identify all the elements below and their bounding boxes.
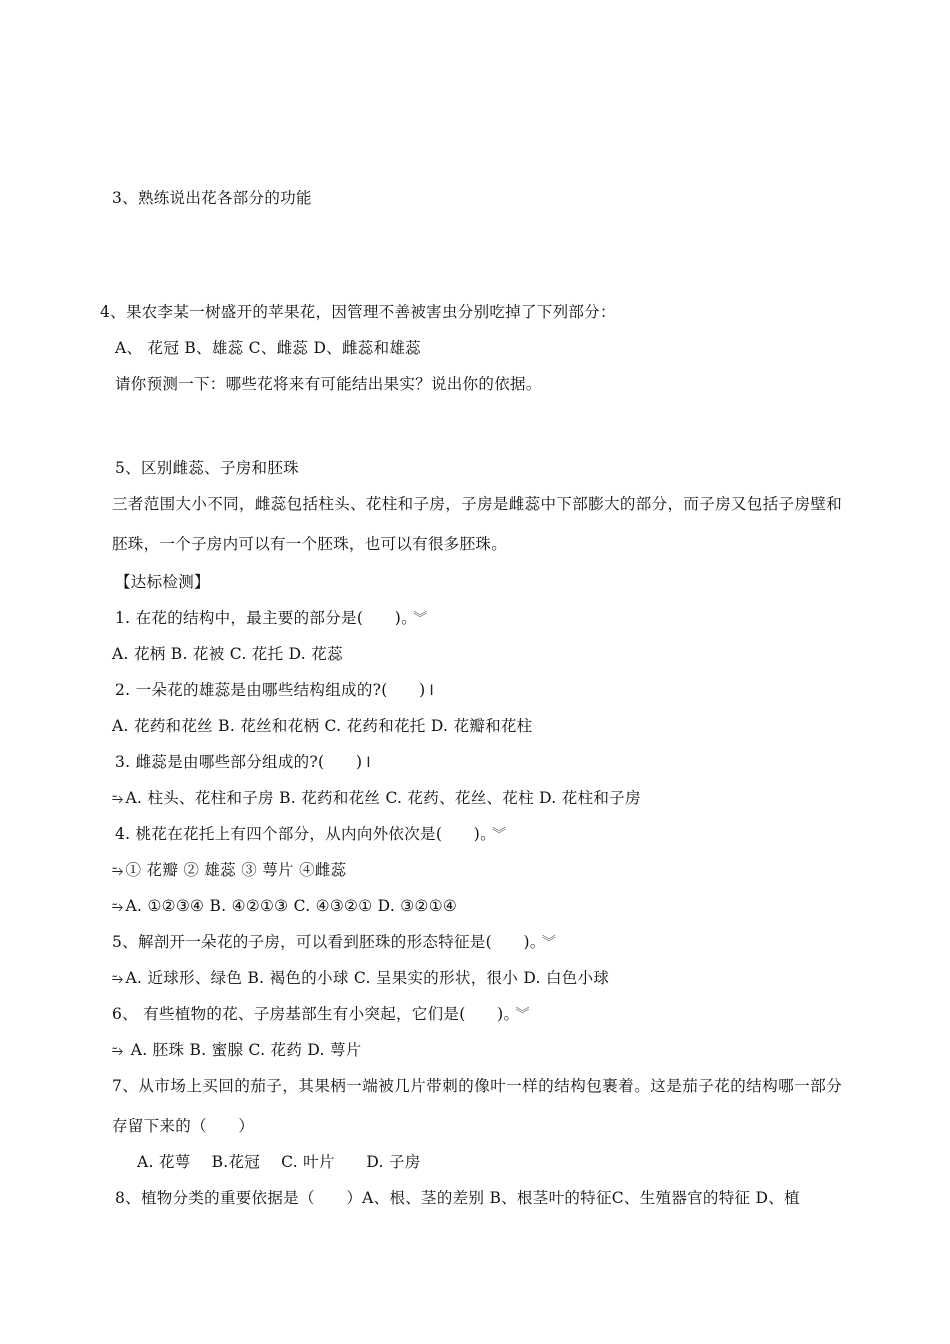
swirl-mark-icon: ⥲ bbox=[112, 1043, 124, 1059]
item-5-paragraph: 三者范围大小不同，雌蕊包括柱头、花柱和子房，子房是雌蕊中下部膨大的部分，而子房又包括子房壁和胚珠，一个子房内可以有一个胚珠，也可以有很多胚珠。 bbox=[112, 495, 842, 553]
question-6-options-text: A. 胚珠 B. 蜜腺 C. 花药 D. 萼片 bbox=[125, 1041, 362, 1059]
it-mark-icon: I bbox=[429, 683, 434, 699]
swirl-mark-icon: ⥲ bbox=[112, 899, 124, 915]
item-5-text: 5、区别雌蕊、子房和胚珠 bbox=[115, 459, 299, 477]
swirl-mark-icon: ⥲ bbox=[112, 863, 124, 879]
question-2-text: 2. 一朵花的雄蕊是由哪些结构组成的?( ) bbox=[115, 681, 426, 699]
question-3-options bbox=[112, 788, 641, 809]
question-3-options-text: A. 柱头、花柱和子房 B. 花药和花丝 C. 花药、花丝、花柱 D. 花柱和子房 bbox=[125, 789, 641, 807]
question-1-options: A. 花柄 B. 花被 C. 花托 D. 花蕊 bbox=[112, 645, 343, 663]
item-3-text: 3、熟练说出花各部分的功能 bbox=[112, 189, 312, 207]
question-4 bbox=[115, 824, 506, 845]
question-2 bbox=[115, 680, 434, 701]
question-4-items bbox=[112, 860, 346, 881]
question-8-text: 8、植物分类的重要依据是（ ）A、根、茎的差别 B、根茎叶的特征C、生殖器官的特征 D、植 bbox=[115, 1189, 800, 1207]
chevron-icon: ︾ bbox=[515, 1007, 530, 1023]
it-mark-icon: I bbox=[366, 755, 371, 771]
swirl-mark-icon: ⥲ bbox=[112, 791, 124, 807]
section-heading: 【达标检测】 bbox=[115, 573, 210, 591]
question-7-paragraph: 7、从市场上买回的茄子，其果柄一端被几片带刺的像叶一样的结构包裹着。这是茄子花的结构哪一部分存留下来的（ ） bbox=[112, 1077, 842, 1135]
question-3 bbox=[115, 752, 371, 773]
question-4-text: 4. 桃花在花托上有四个部分，从内向外依次是( )。 bbox=[115, 825, 489, 843]
question-6-options bbox=[112, 1040, 362, 1061]
question-4-items-text: ① 花瓣 ② 雄蕊 ③ 萼片 ④雌蕊 bbox=[125, 861, 347, 879]
question-7-options: A. 花萼 B.花冠 C. 叶片 D. 子房 bbox=[137, 1153, 421, 1171]
question-4-options bbox=[112, 896, 457, 917]
question-5-options-text: A. 近球形、绿色 B. 褐色的小球 C. 呈果实的形状，很小 D. 白色小球 bbox=[125, 969, 610, 987]
question-6 bbox=[112, 1004, 530, 1025]
question-1 bbox=[115, 608, 427, 629]
swirl-mark-icon: ⥲ bbox=[112, 971, 124, 987]
question-6-text: 6、 有些植物的花、子房基部生有小突起，它们是( )。 bbox=[112, 1005, 512, 1023]
question-5-text: 5、解剖开一朵花的子房，可以看到胚珠的形态特征是( )。 bbox=[112, 933, 538, 951]
question-3-text: 3. 雌蕊是由哪些部分组成的?( ) bbox=[115, 753, 363, 771]
question-5-options bbox=[112, 968, 609, 989]
chevron-icon: ︾ bbox=[492, 827, 507, 843]
item-4-options: A、 花冠 B、雄蕊 C、雌蕊 D、雌蕊和雄蕊 bbox=[115, 339, 421, 357]
chevron-icon: ︾ bbox=[413, 611, 428, 627]
question-4-options-text: A. ①②③④ B. ④②①③ C. ④③②① D. ③②①④ bbox=[125, 897, 458, 915]
question-5 bbox=[112, 932, 556, 953]
question-2-options: A. 花药和花丝 B. 花丝和花柄 C. 花药和花托 D. 花瓣和花柱 bbox=[112, 717, 533, 735]
chevron-icon: ︾ bbox=[541, 935, 557, 951]
item-4-question: 请你预测一下：哪些花将来有可能结出果实？说出你的依据。 bbox=[115, 375, 542, 393]
question-1-text: 1. 在花的结构中，最主要的部分是( )。 bbox=[115, 609, 410, 627]
item-4-text: 4、果农李某一树盛开的苹果花，因管理不善被害虫分别吃掉了下列部分： bbox=[100, 303, 616, 321]
